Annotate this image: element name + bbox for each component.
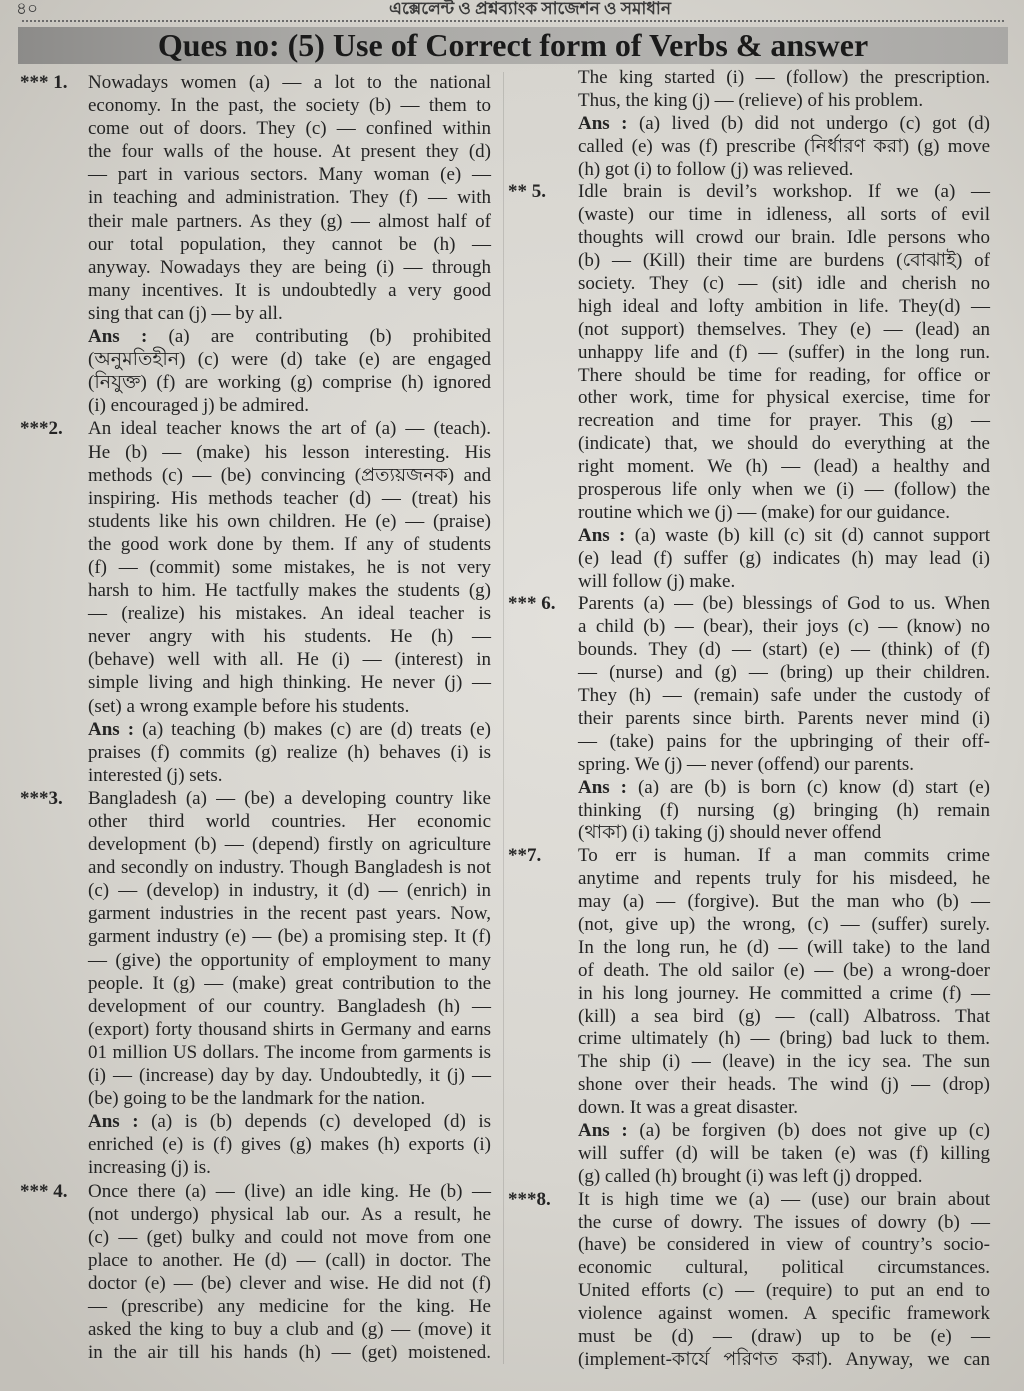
text-line <box>88 464 491 487</box>
question-number: *** 4. <box>20 1180 68 1202</box>
text-line <box>578 1120 990 1143</box>
text-line <box>88 972 491 995</box>
line-text: It is high time we (a) — (use) our brain about <box>578 1188 990 1210</box>
line-text: place to another. He (d) — (call) in doctor. The <box>88 1249 491 1271</box>
text-line <box>88 810 491 833</box>
line-text: (f) — (commit) some mistakes, he is not very <box>88 556 491 578</box>
line-text: (নিযুক্ত) (f) are working (g) comprise (h) ignored <box>88 372 491 394</box>
line-text: (i) — (increase) day by day. Undoubtedly, it (j) — <box>88 1065 491 1087</box>
text-line <box>578 1326 990 1349</box>
line-text: (behave) well with all. He (i) — (interest) in <box>88 649 491 671</box>
text-line <box>88 879 491 902</box>
text-line <box>88 695 491 718</box>
line-text: inspiring. His methods teacher (d) — (treat) his <box>88 487 491 509</box>
text-line <box>88 1156 491 1179</box>
question-block <box>20 71 491 325</box>
question-block <box>20 1180 491 1365</box>
line-text: simple living and high thinking. He never (j) — <box>88 672 491 694</box>
text-line <box>578 136 990 159</box>
text-line <box>88 671 491 694</box>
text-line <box>88 325 491 348</box>
line-text: people. It (g) — (make) great contribution to the <box>88 972 491 994</box>
line-text: United efforts (c) — (require) to put an end to <box>578 1280 990 1302</box>
text-line <box>578 204 990 227</box>
line-text: our total population, they cannot be (h) — <box>88 233 491 255</box>
line-text: in his long journey. He committed a crime (f) — <box>578 982 990 1004</box>
line-text: (a) is (b) depends (c) developed (d) is <box>151 1111 492 1133</box>
line-text: — (nurse) and (g) — (bring) up their children. <box>578 662 990 684</box>
column-divider <box>503 72 504 1364</box>
line-text: never angry with his students. He (h) — <box>88 626 491 648</box>
line-text: There should be time for reading, for office or <box>578 364 990 386</box>
text-line <box>88 1341 491 1364</box>
line-text: (a) waste (b) kill (c) sit (d) cannot support <box>634 524 991 546</box>
text-line <box>88 394 491 417</box>
text-line <box>578 868 990 891</box>
line-text: (kill) a sea bird (g) — (call) Albatross. That <box>578 1005 990 1027</box>
line-text: routine which we (j) — (make) for our guidance. <box>578 501 950 523</box>
text-line <box>578 1143 990 1166</box>
text-line <box>88 487 491 510</box>
answer-label: Ans : <box>88 326 148 348</box>
line-text: garment industry (e) — (be) a promising step. It (f) <box>88 926 491 948</box>
text-line <box>578 983 990 1006</box>
text-line <box>578 1280 990 1303</box>
text-line <box>20 417 491 440</box>
line-text: (implement-কার্যে পরিণত করা). Anyway, we can <box>578 1348 990 1370</box>
line-text: and secondly on industry. Though Bangladesh is not <box>88 857 491 879</box>
text-line <box>578 548 990 571</box>
text-line <box>578 365 990 388</box>
line-text: economic cultural, political circumstances. <box>578 1257 990 1279</box>
text-line <box>88 1133 491 1156</box>
line-text: — part in various sectors. Many woman (e) — <box>88 164 491 186</box>
line-text: (c) — (develop) in industry, it (d) — (enrich) in <box>88 880 491 902</box>
line-text: society. They (c) — (sit) idle and cherish no <box>578 273 990 295</box>
line-text: will suffer (d) will be taken (e) was (f) killing <box>578 1142 990 1164</box>
text-line <box>88 1249 491 1272</box>
question-number: ***8. <box>508 1188 551 1210</box>
text-line <box>578 914 990 937</box>
text-line <box>578 342 990 365</box>
text-line <box>578 387 990 410</box>
text-line <box>88 602 491 625</box>
text-line <box>578 800 990 823</box>
line-text: unhappy life and (f) — (suffer) in the long run. <box>578 341 990 363</box>
line-text: other third world countries. Her economic <box>88 811 491 832</box>
text-line <box>578 731 990 754</box>
text-line <box>88 925 491 948</box>
line-text: (a) are contributing (b) prohibited <box>168 326 491 348</box>
line-text: (not undergo) physical lab our. As a result, he <box>88 1203 491 1225</box>
line-text: bounds. They (d) — (start) (e) — (think) of (f) <box>578 639 990 661</box>
text-line <box>88 233 491 256</box>
line-text: in the air till his hands (h) — (get) moistened. <box>88 1342 491 1364</box>
page-number: ৪০ <box>16 0 39 18</box>
line-text: violence against women. A specific framework <box>578 1303 990 1325</box>
text-line <box>508 181 990 204</box>
line-text: (i) encouraged j) be admired. <box>88 395 310 417</box>
line-text: — (realize) his mistakes. An ideal teacher is <box>88 603 491 625</box>
text-line <box>88 1318 491 1341</box>
line-text: (not, give up) the wrong, (c) — (suffer) surely. <box>578 913 990 935</box>
line-text: (not support) themselves. They (e) — (lead) an <box>578 318 990 340</box>
text-line <box>88 579 491 602</box>
text-line <box>88 94 491 117</box>
line-text: spring. We (j) — never (offend) our parents. <box>578 753 914 775</box>
text-line <box>88 533 491 556</box>
line-text: (export) forty thousand shirts in Germany and earns <box>88 1018 491 1040</box>
line-text: down. It was a great disaster. <box>578 1097 799 1119</box>
question-number: ***3. <box>20 787 63 809</box>
text-line <box>88 1087 491 1110</box>
line-text: right moment. We (h) — (lead) a healthy and <box>578 456 990 478</box>
line-text: Thus, the king (j) — (relieve) of his problem. <box>578 89 924 111</box>
text-line <box>578 296 990 319</box>
line-text: development of our country. Bangladesh (h) — <box>88 995 491 1017</box>
line-text: doctor (e) — (be) clever and wise. He did not (f) <box>88 1272 491 1294</box>
line-text: will follow (j) make. <box>578 570 736 592</box>
question-block <box>20 417 491 717</box>
text-line <box>20 1180 491 1203</box>
text-line <box>578 113 990 136</box>
line-text: come out of doors. They (c) — confined within <box>88 118 491 140</box>
text-line <box>578 1006 990 1029</box>
line-text: An ideal teacher knows the art of (a) — (teach). <box>88 418 491 440</box>
line-text: Parents (a) — (be) blessings of God to us. When <box>578 593 990 615</box>
question-block <box>20 787 491 1110</box>
text-line <box>578 1349 990 1372</box>
line-text: sing that can (j) — by all. <box>88 302 283 324</box>
line-text: (be) going to be the landmark for the nation. <box>88 1088 426 1110</box>
line-text: the good work done by them. If any of students <box>88 533 491 555</box>
line-text: (অনুমতিহীন) (c) were (d) take (e) are engaged <box>88 349 491 371</box>
line-text: interested (j) sets. <box>88 764 223 786</box>
text-line <box>578 433 990 456</box>
page-title: Ques no: (5) Use of Correct form of Verbs & answer <box>157 27 869 63</box>
text-line <box>578 456 990 479</box>
line-text: thinking (f) nursing (g) bringing (h) remain <box>578 799 990 821</box>
text-line <box>578 67 990 90</box>
text-line <box>578 273 990 296</box>
line-text: increasing (j) is. <box>88 1157 211 1179</box>
line-text: students like his own children. He (e) — (praise) <box>88 510 491 532</box>
question-number: **7. <box>508 845 542 867</box>
line-text: methods (c) — (be) convincing (প্রত্যয়জনক) and <box>88 464 491 486</box>
text-line <box>88 371 491 394</box>
line-text: shone over their heads. The wind (j) — (drop) <box>578 1074 990 1096</box>
line-text: (থাকা) (i) taking (j) should never offend <box>578 822 882 844</box>
text-line <box>578 90 990 113</box>
text-line <box>508 1188 990 1212</box>
text-line <box>88 995 491 1018</box>
question-block <box>508 593 990 776</box>
text-line <box>88 117 491 140</box>
text-line <box>88 210 491 233</box>
line-text: their male partners. As they (g) — almost half of <box>88 210 491 232</box>
text-line <box>578 502 990 525</box>
line-text: (h) got (i) to follow (j) was relieved. <box>578 158 854 180</box>
line-text: the four walls of the house. At present they (d) <box>88 141 491 163</box>
text-line <box>88 764 491 787</box>
text-line <box>578 891 990 914</box>
text-line <box>578 639 990 662</box>
answer-label: Ans : <box>578 524 626 546</box>
answer-block <box>578 113 990 182</box>
text-line <box>578 250 990 273</box>
line-text: Once there (a) — (live) an idle king. He (b) — <box>88 1180 491 1202</box>
question-block <box>508 1188 990 1372</box>
text-line <box>88 1018 491 1041</box>
text-line <box>508 845 990 868</box>
text-line <box>88 833 491 856</box>
text-line <box>578 571 990 594</box>
text-line <box>508 593 990 616</box>
text-line <box>88 902 491 925</box>
text-line <box>88 256 491 279</box>
text-line <box>88 510 491 533</box>
text-line <box>578 227 990 250</box>
right-column <box>508 67 991 1372</box>
line-text: To err is human. If a man commits crime <box>578 845 990 867</box>
line-text: In the long run, he (d) — (will take) to the land <box>578 936 990 958</box>
text-line <box>88 949 491 972</box>
text-line <box>88 348 491 371</box>
line-text: (b) — (Kill) their time are burdens (বোঝাই) of <box>578 250 990 272</box>
text-line <box>88 279 491 302</box>
text-line <box>88 718 491 741</box>
text-line <box>578 937 990 960</box>
text-line <box>88 856 491 879</box>
text-line <box>578 1166 990 1189</box>
line-text: Nowadays women (a) — a lot to the national <box>88 72 491 93</box>
answer-block <box>88 325 491 417</box>
line-text: (e) lead (f) suffer (g) indicates (h) may lead (i) <box>578 547 990 569</box>
text-line <box>20 787 491 810</box>
line-text: Idle brain is devil’s workshop. If we (a) — <box>578 181 990 203</box>
line-text: (waste) our time in idleness, all sorts of evil <box>578 204 990 226</box>
text-line <box>88 1041 491 1064</box>
line-text: called (e) was (f) prescribe (নির্ধারণ করা) (g) move <box>578 135 990 157</box>
question-block <box>508 181 990 524</box>
text-line <box>88 741 491 764</box>
line-text: may (a) — (forgive). But the man who (b) — <box>578 891 990 913</box>
answer-label: Ans : <box>578 1119 628 1141</box>
line-text: crime ultimately (h) — (bring) bad luck to them. <box>578 1028 990 1050</box>
question-number: *** 6. <box>508 593 556 615</box>
text-line <box>88 1110 491 1133</box>
text-line <box>578 685 990 708</box>
answer-block <box>578 525 990 594</box>
line-text: of death. The old sailor (e) — (be) a wrong-doer <box>578 959 990 981</box>
text-line <box>88 1064 491 1087</box>
text-line <box>578 708 990 731</box>
line-text: high ideal and lofty ambition in life. They(d) — <box>578 295 990 317</box>
text-line <box>88 1203 491 1226</box>
text-line <box>88 302 491 325</box>
text-line <box>578 1234 990 1257</box>
text-line <box>88 556 491 579</box>
text-line <box>20 71 491 94</box>
line-text: (a) lived (b) did not undergo (c) got (d) <box>638 112 990 134</box>
question-number: *** 1. <box>20 72 68 93</box>
line-text: He (b) — (make) his lesson interesting. His <box>88 441 491 463</box>
left-column <box>20 71 492 1364</box>
line-text: (have) be considered in view of country’s socio- <box>578 1234 990 1256</box>
line-text: anyway. Nowadays they are being (i) — through <box>88 256 491 278</box>
line-text: their parents since birth. Parents never mind (i) <box>578 707 990 729</box>
line-text: praises (f) commits (g) realize (h) behaves (i) is <box>88 741 491 763</box>
line-text: (g) called (h) brought (i) was left (j) dropped. <box>578 1165 923 1187</box>
text-line <box>578 525 990 548</box>
line-text: many incentives. It is undoubtedly a very good <box>88 279 491 301</box>
text-line <box>88 648 491 671</box>
question-block <box>578 67 990 113</box>
line-text: the curse of dowry. The issues of dowry (b) — <box>578 1211 990 1233</box>
line-text: enriched (e) is (f) gives (g) makes (h) exports (i) <box>88 1134 491 1156</box>
text-line <box>88 1226 491 1249</box>
line-text: must be (d) — (draw) up to be (e) — <box>578 1325 990 1347</box>
text-line <box>578 754 990 777</box>
text-line <box>88 163 491 186</box>
text-line <box>578 1074 990 1097</box>
text-line <box>578 1028 990 1051</box>
line-text: Bangladesh (a) — (be) a developing country like <box>88 787 491 809</box>
question-number: ** 5. <box>508 181 546 203</box>
answer-block <box>578 777 990 846</box>
text-line <box>578 319 990 342</box>
text-line <box>578 822 990 845</box>
line-text: economy. In the past, the society (b) — them to <box>88 95 491 117</box>
line-text: prosperous life only when we (i) — (follow) the <box>578 479 990 501</box>
line-text: (c) — (get) bulky and could not move from one <box>88 1226 491 1248</box>
text-line <box>578 1257 990 1280</box>
line-text: other work, time for physical exercise, time for <box>578 387 990 409</box>
answer-block <box>578 1120 990 1189</box>
line-text: 01 million US dollars. The income from garments is <box>88 1041 491 1063</box>
line-text: — (prescribe) any medicine for the king. He <box>88 1295 491 1317</box>
line-text: thoughts will crowd our brain. Idle persons who <box>578 227 990 249</box>
text-line <box>88 625 491 648</box>
running-header: এক্সেলেন্ট ও প্রশ্নব্যাংক সাজেশন ও সমাধান <box>389 0 671 18</box>
line-text: (a) be forgiven (b) does not give up (c) <box>639 1119 990 1141</box>
line-text: They (h) — (remain) safe under the custody of <box>578 685 990 707</box>
question-block <box>508 845 990 1120</box>
line-text: — (take) pains for the upbringing of their off- <box>578 730 990 752</box>
answer-label: Ans : <box>88 1111 139 1133</box>
answer-label: Ans : <box>88 718 135 740</box>
header-dotted-divider <box>22 20 1004 22</box>
line-text: recreation and time for prayer. This (g) — <box>578 410 990 432</box>
section-title-bar <box>18 27 1008 64</box>
answer-block <box>88 718 491 787</box>
text-line <box>88 1272 491 1295</box>
line-text: (set) a wrong example before his students. <box>88 695 410 717</box>
line-text: a child (b) — (bear), their joys (c) — (know) no <box>578 616 990 638</box>
text-line <box>578 777 990 800</box>
line-text: The king started (i) — (follow) the prescription. <box>578 67 990 88</box>
line-text: asked the king to buy a club and (g) — (move) it <box>88 1319 491 1341</box>
line-text: garment industries in the recent past years. Now, <box>88 903 491 925</box>
text-line <box>578 960 990 983</box>
text-line <box>578 410 990 433</box>
answer-label: Ans : <box>578 112 628 134</box>
answer-label: Ans : <box>578 776 627 798</box>
text-line <box>88 186 491 209</box>
line-text: (a) are (b) is born (c) know (d) start (e) <box>637 776 991 798</box>
text-line <box>578 616 990 639</box>
text-line <box>578 159 990 182</box>
text-line <box>88 1295 491 1318</box>
text-line <box>88 140 491 163</box>
line-text: (a) teaching (b) makes (c) are (d) treats (e) <box>142 718 492 740</box>
text-line <box>88 441 491 464</box>
line-text: (indicate) that, we should do everything at the <box>578 433 990 455</box>
text-line <box>578 479 990 502</box>
text-line <box>578 1303 990 1326</box>
text-line <box>578 1097 990 1120</box>
text-line <box>578 1051 990 1074</box>
line-text: — (give) the opportunity of employment to many <box>88 949 491 971</box>
text-line <box>578 662 990 685</box>
line-text: in teaching and administration. They (f) — with <box>88 187 491 209</box>
answer-block <box>88 1110 491 1179</box>
line-text: The ship (i) — (leave) in the icy sea. The sun <box>578 1051 990 1073</box>
question-number: ***2. <box>20 418 63 440</box>
line-text: anytime and repents truly for his misdeed, he <box>578 868 990 890</box>
line-text: harsh to him. He tactfully makes the students (g) <box>88 580 491 602</box>
line-text: development (b) — (depend) firstly on agriculture <box>88 834 491 856</box>
text-line <box>578 1212 990 1235</box>
